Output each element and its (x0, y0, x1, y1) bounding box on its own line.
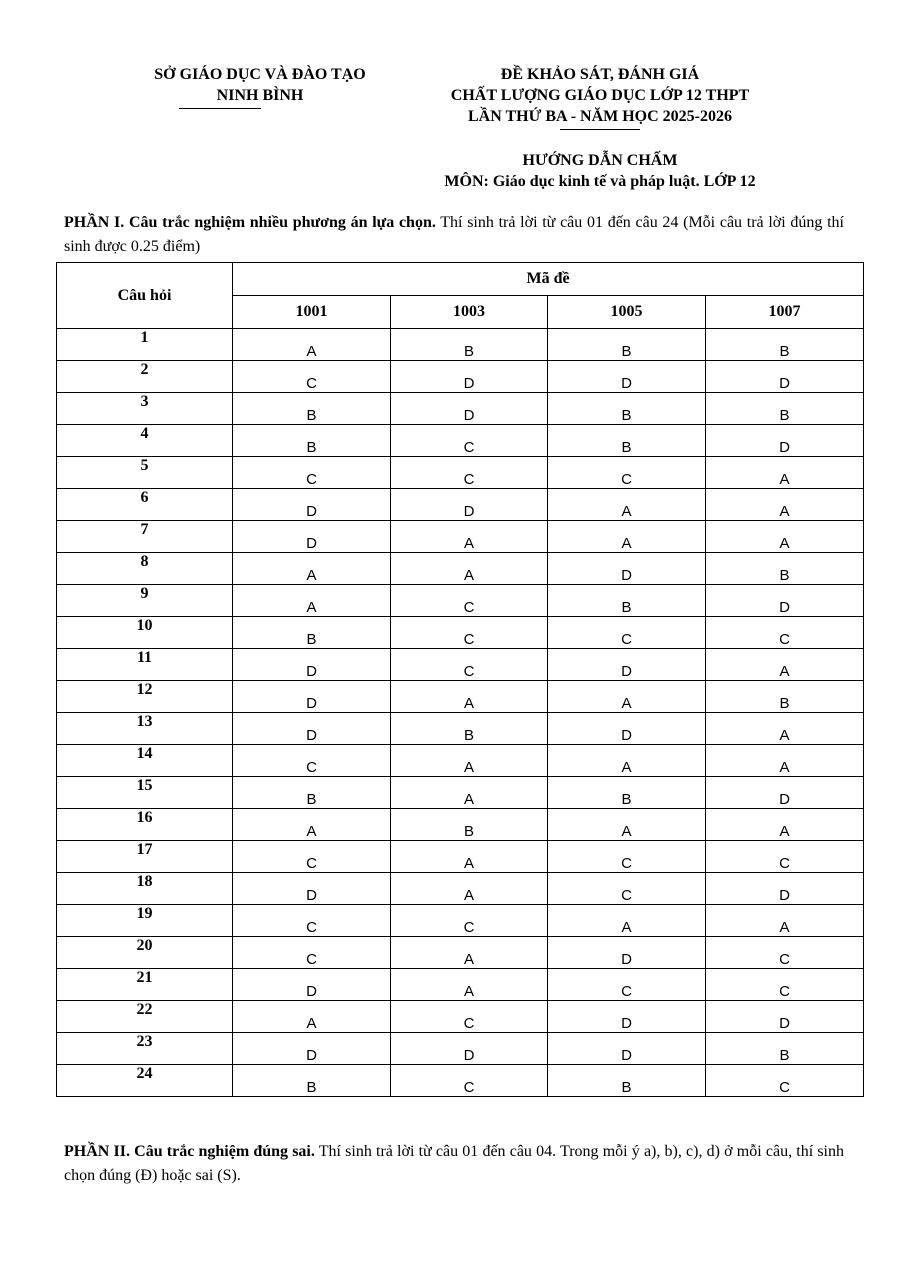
question-number: 20 (57, 937, 233, 969)
department-underline (179, 108, 261, 109)
answer-cell: A (706, 649, 864, 681)
answer-cell: D (233, 969, 391, 1001)
answer-cell: A (233, 809, 391, 841)
answer-cell: C (391, 905, 548, 937)
question-number: 13 (57, 713, 233, 745)
answer-cell: D (233, 521, 391, 553)
answer-cell: A (391, 745, 548, 777)
answer-cell: D (706, 425, 864, 457)
answer-cell: A (391, 553, 548, 585)
answer-cell: B (548, 329, 706, 361)
answer-cell: D (706, 873, 864, 905)
answer-cell: A (391, 937, 548, 969)
answer-cell: C (233, 361, 391, 393)
question-number: 16 (57, 809, 233, 841)
guide-subject: MÔN: Giáo dục kinh tế và pháp luật. LỚP 12 (444, 173, 756, 190)
answer-cell: A (548, 809, 706, 841)
answer-cell: A (233, 553, 391, 585)
question-number: 22 (57, 1001, 233, 1033)
answer-cell: C (548, 457, 706, 489)
answer-cell: C (706, 969, 864, 1001)
table-row (57, 969, 864, 1001)
part1-text: Thí sinh trả lời từ câu 01 đến câu 24 (Mỗi câu trả lời đúng thí sinh được 0.25 điểm) (64, 214, 845, 255)
answer-cell: C (391, 1065, 548, 1097)
answer-cell: B (391, 713, 548, 745)
table-row (57, 489, 864, 521)
table-row (57, 841, 864, 873)
answer-cell: A (548, 681, 706, 713)
answer-cell: B (233, 777, 391, 809)
table-row (57, 681, 864, 713)
exam-code-1003: 1003 (391, 296, 548, 329)
part1-heading: PHẦN I. Câu trắc nghiệm nhiều phương án lựa chọn. (64, 214, 436, 231)
answer-cell: C (391, 649, 548, 681)
answer-cell: A (391, 521, 548, 553)
answer-cell: D (391, 1033, 548, 1065)
answer-cell: D (548, 553, 706, 585)
question-column-header: Câu hỏi (57, 263, 233, 329)
answer-cell: C (548, 873, 706, 905)
exam-round: LẦN THỨ BA - NĂM HỌC 2025-2026 (468, 108, 732, 125)
answer-cell: D (391, 393, 548, 425)
guide-header (400, 150, 800, 192)
answer-cell: B (548, 585, 706, 617)
table-row (57, 393, 864, 425)
answer-cell: A (391, 873, 548, 905)
answer-cell: B (548, 393, 706, 425)
answer-cell: A (548, 521, 706, 553)
table-row (57, 361, 864, 393)
answer-cell: A (706, 713, 864, 745)
table-row (57, 1065, 864, 1097)
answer-cell: D (548, 649, 706, 681)
answer-cell: B (548, 425, 706, 457)
answer-cell: D (548, 1001, 706, 1033)
table-row (57, 809, 864, 841)
table-row (57, 905, 864, 937)
question-number: 9 (57, 585, 233, 617)
question-number: 23 (57, 1033, 233, 1065)
answer-cell: C (548, 617, 706, 649)
answer-cell: B (706, 681, 864, 713)
table-row (57, 777, 864, 809)
answer-cell: C (391, 425, 548, 457)
answer-cell: C (706, 1065, 864, 1097)
table-row (57, 521, 864, 553)
answer-cell: A (706, 521, 864, 553)
question-number: 1 (57, 329, 233, 361)
answer-cell: D (233, 713, 391, 745)
table-row (57, 457, 864, 489)
table-row (57, 745, 864, 777)
province-name: NINH BÌNH (216, 87, 304, 104)
answer-cell: A (391, 841, 548, 873)
question-number: 14 (57, 745, 233, 777)
answer-cell: C (233, 745, 391, 777)
answer-cell: C (548, 841, 706, 873)
answer-cell: D (233, 1033, 391, 1065)
answer-cell: B (233, 1065, 391, 1097)
question-number: 8 (57, 553, 233, 585)
answer-cell: B (391, 809, 548, 841)
part2-intro (64, 1140, 844, 1188)
answer-cell: B (233, 393, 391, 425)
answer-cell: A (706, 809, 864, 841)
answer-cell: A (706, 489, 864, 521)
table-row (57, 649, 864, 681)
question-number: 10 (57, 617, 233, 649)
answer-rows (57, 329, 864, 1097)
answer-cell: C (391, 457, 548, 489)
answer-cell: C (706, 617, 864, 649)
guide-title: HƯỚNG DẪN CHẤM (522, 152, 678, 169)
table-row (57, 617, 864, 649)
answer-cell: A (706, 457, 864, 489)
answer-cell: A (391, 969, 548, 1001)
exam-header (400, 64, 800, 127)
question-number: 12 (57, 681, 233, 713)
question-number: 24 (57, 1065, 233, 1097)
answer-cell: A (391, 681, 548, 713)
question-number: 6 (57, 489, 233, 521)
answer-cell: A (706, 905, 864, 937)
answer-cell: A (706, 745, 864, 777)
answer-cell: A (548, 905, 706, 937)
answer-cell: D (391, 361, 548, 393)
answer-cell: B (706, 393, 864, 425)
answer-cell: C (233, 457, 391, 489)
answer-cell: D (233, 489, 391, 521)
table-row (57, 553, 864, 585)
exam-title: ĐỀ KHẢO SÁT, ĐÁNH GIÁ (500, 66, 700, 83)
answer-cell: D (548, 713, 706, 745)
answer-cell: D (233, 681, 391, 713)
exam-code-1001: 1001 (233, 296, 391, 329)
answer-cell: C (706, 841, 864, 873)
answer-cell: A (233, 1001, 391, 1033)
exam-subtitle: CHẤT LƯỢNG GIÁO DỤC LỚP 12 THPT (450, 87, 750, 104)
answer-cell: C (706, 937, 864, 969)
answer-cell: C (391, 585, 548, 617)
answer-cell: A (391, 777, 548, 809)
answer-cell: A (548, 745, 706, 777)
answer-cell: A (233, 585, 391, 617)
answer-cell: B (391, 329, 548, 361)
table-row (57, 937, 864, 969)
table-row (57, 329, 864, 361)
answer-cell: C (233, 937, 391, 969)
question-number: 7 (57, 521, 233, 553)
answer-cell: B (706, 1033, 864, 1065)
exam-code-1005: 1005 (548, 296, 706, 329)
answer-cell: A (548, 489, 706, 521)
answer-cell: D (391, 489, 548, 521)
part1-intro (64, 211, 844, 259)
answer-key-table (56, 262, 864, 1097)
question-number: 11 (57, 649, 233, 681)
answer-cell: C (233, 841, 391, 873)
question-number: 5 (57, 457, 233, 489)
exam-underline (560, 129, 640, 130)
answer-cell: B (233, 617, 391, 649)
question-number: 3 (57, 393, 233, 425)
department-name: SỞ GIÁO DỤC VÀ ĐÀO TẠO (154, 66, 366, 83)
answer-cell: A (233, 329, 391, 361)
question-number: 15 (57, 777, 233, 809)
answer-cell: C (391, 617, 548, 649)
question-number: 4 (57, 425, 233, 457)
answer-cell: B (233, 425, 391, 457)
answer-cell: D (706, 777, 864, 809)
answer-cell: D (548, 937, 706, 969)
answer-cell: C (548, 969, 706, 1001)
table-row (57, 1033, 864, 1065)
answer-cell: C (391, 1001, 548, 1033)
question-number: 18 (57, 873, 233, 905)
part2-text: Thí sinh trả lời từ câu 01 đến câu 04. Trong mỗi ý a), b), c), d) ở mỗi câu, thí sinh chọn đúng (Đ) hoặc sai (S). (64, 1143, 844, 1184)
exam-code-1007: 1007 (706, 296, 864, 329)
question-number: 21 (57, 969, 233, 1001)
table-row (57, 585, 864, 617)
table-row (57, 1001, 864, 1033)
table-row (57, 713, 864, 745)
answer-cell: D (706, 1001, 864, 1033)
question-number: 2 (57, 361, 233, 393)
answer-cell: B (548, 1065, 706, 1097)
answer-cell: D (233, 649, 391, 681)
answer-cell: D (706, 585, 864, 617)
table-row (57, 425, 864, 457)
answer-cell: D (548, 361, 706, 393)
question-number: 19 (57, 905, 233, 937)
answer-cell: D (233, 873, 391, 905)
answer-cell: D (548, 1033, 706, 1065)
answer-cell: B (706, 553, 864, 585)
exam-code-header: Mã đề (233, 263, 864, 296)
question-number: 17 (57, 841, 233, 873)
answer-cell: B (548, 777, 706, 809)
table-row (57, 873, 864, 905)
answer-cell: C (233, 905, 391, 937)
answer-cell: B (706, 329, 864, 361)
part2-heading: PHẦN II. Câu trắc nghiệm đúng sai. (64, 1143, 315, 1160)
answer-cell: D (706, 361, 864, 393)
